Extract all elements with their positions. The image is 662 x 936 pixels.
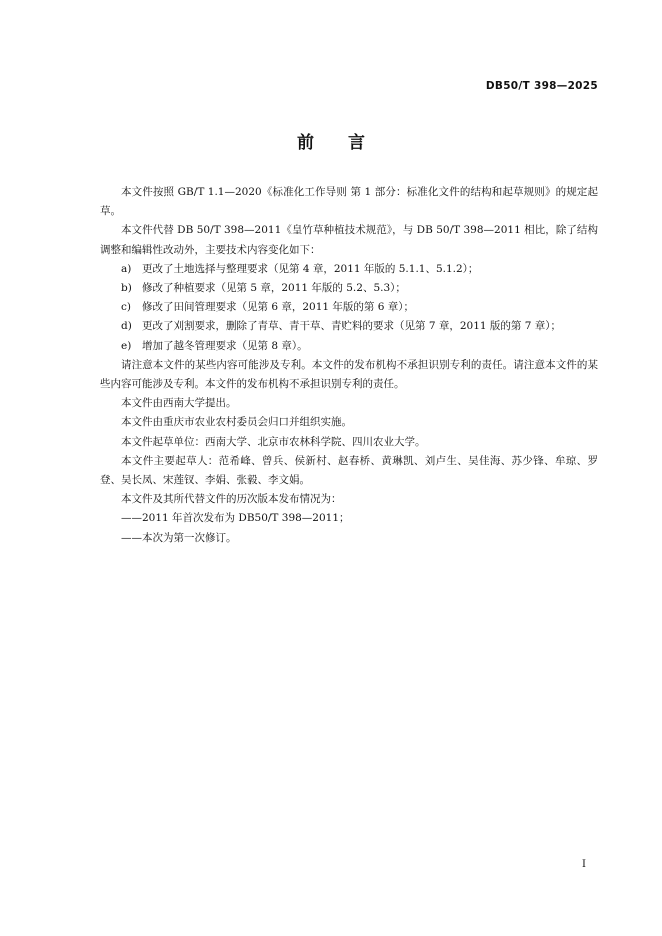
list-item-label: b) bbox=[121, 282, 132, 295]
list-item bbox=[100, 260, 598, 279]
list-item-text: 更改了土地选择与整理要求（见第 4 章，2011 年版的 5.1.1、5.1.2）； bbox=[142, 262, 479, 275]
list-item bbox=[100, 337, 598, 356]
paragraph-patent-notice: 请注意本文件的某些内容可能涉及专利。本文件的发布机构不承担识别专利的责任。请注意本文件的某些内容可能涉及专利。本文件的发布机构不承担识别专利的责任。 bbox=[100, 358, 598, 391]
list-item-label: d) bbox=[121, 320, 132, 333]
paragraph-administrator: 本文件由重庆市农业农村委员会归口并组织实施。 bbox=[121, 416, 352, 429]
list-item-label: a) bbox=[121, 262, 132, 275]
list-item-text: 增加了越冬管理要求（见第 8 章）。 bbox=[142, 339, 308, 352]
list-item bbox=[100, 298, 598, 317]
paragraph-history-intro: 本文件及其所代替文件的历次版本发布情况为： bbox=[121, 493, 342, 506]
page-title: 前言 bbox=[297, 133, 399, 153]
paragraph-replacement: 本文件代替 DB 50/T 398—2011《皇竹草种植技术规范》，与 DB 50/T 398—2011 相比，除了结构调整和编辑性改动外，主要技术内容变化如下： bbox=[100, 224, 598, 256]
list-item bbox=[100, 279, 598, 298]
paragraph-drafting-basis: 本文件按照 GB/T 1.1—2020《标准化工作导则 第 1 部分：标准化文件的结构和起草规则》的规定起草。 bbox=[100, 186, 598, 218]
page-number: I bbox=[582, 859, 586, 870]
paragraph-proposer: 本文件由西南大学提出。 bbox=[121, 397, 237, 410]
paragraph-history-2011: ——2011 年首次发布为 DB50/T 398—2011； bbox=[121, 512, 350, 525]
paragraph-drafters: 本文件主要起草人：范希峰、曾兵、侯新村、赵春桥、黄琳凯、刘卢生、吴佳海、苏少锋、牟琼、罗登、吴长凤、宋莲钗、李娟、张毅、李文娟。 bbox=[100, 454, 598, 487]
foreword-body bbox=[100, 183, 598, 548]
paragraph-drafting-units: 本文件起草单位：西南大学、北京市农林科学院、四川农业大学。 bbox=[121, 435, 426, 448]
list-item-text: 修改了田间管理要求（见第 6 章，2011 年版的第 6 章）； bbox=[142, 301, 415, 314]
list-item bbox=[100, 317, 598, 336]
list-item-text: 更改了刈割要求，删除了青草、青干草、青贮料的要求（见第 7 章，2011 版的第 7 章）； bbox=[142, 320, 562, 333]
list-item-label: e) bbox=[121, 339, 132, 352]
paragraph-history-current: ——本次为第一次修订。 bbox=[121, 531, 237, 544]
standard-number: DB50/T 398—2025 bbox=[485, 80, 598, 92]
list-item-text: 修改了种植要求（见第 5 章，2011 年版的 5.2、5.3）； bbox=[142, 282, 406, 295]
list-item-label: c) bbox=[121, 301, 131, 314]
